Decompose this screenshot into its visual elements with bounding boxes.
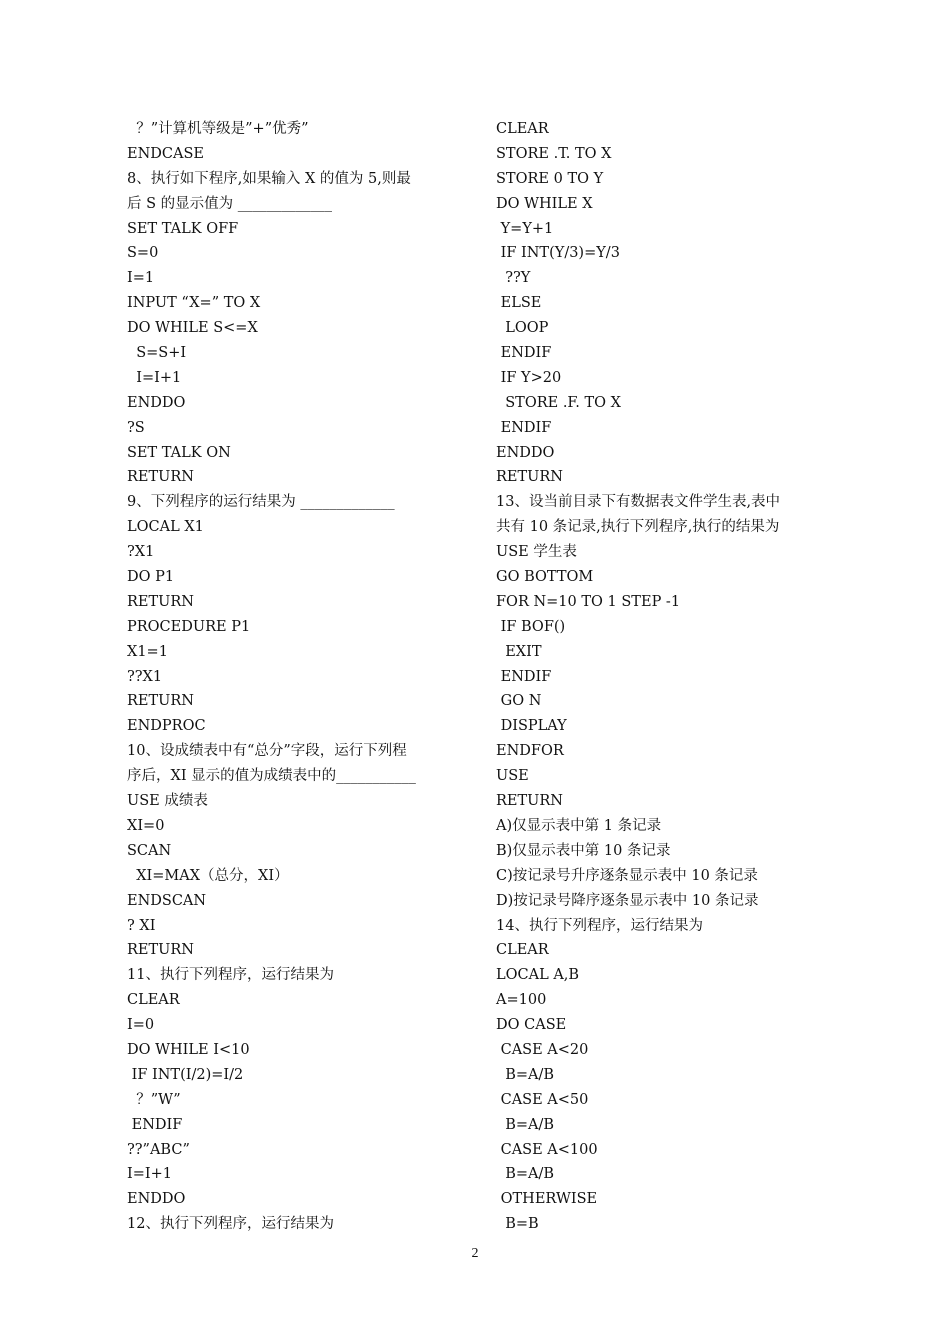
text-line: STORE .T. TO X	[496, 145, 612, 162]
text-line: DO CASE	[496, 1017, 567, 1034]
text-line: LOCAL X1	[127, 519, 204, 536]
text-line: 8、执行如下程序,如果输入 X 的值为 5,则最	[127, 170, 411, 187]
text-line: ENDDO	[127, 1191, 186, 1208]
text-line: SET TALK ON	[127, 444, 231, 461]
text-line: ENDIF	[127, 1116, 183, 1133]
text-line: B=A/B	[496, 1166, 555, 1183]
text-line: 9、下列程序的运行结果为 _____________	[127, 494, 395, 511]
text-line: RETURN	[127, 593, 194, 610]
text-line: I=0	[127, 1017, 155, 1034]
text-line: GO BOTTOM	[496, 569, 594, 586]
text-line: ENDCASE	[127, 145, 204, 162]
text-line: DO WHILE I<10	[127, 1041, 250, 1058]
text-line: PROCEDURE P1	[127, 618, 251, 635]
text-line: A=100	[496, 992, 547, 1009]
text-line: 后 S 的显示值为 _____________	[127, 195, 333, 212]
left-column	[127, 117, 462, 1237]
text-line: RETURN	[127, 469, 194, 486]
text-line: DO WHILE X	[496, 195, 593, 212]
text-line: CASE A<20	[496, 1041, 589, 1058]
text-line: CLEAR	[496, 942, 549, 959]
text-line: C)按记录号升序逐条显示表中 10 条记录	[496, 867, 758, 884]
text-line: CASE A<100	[496, 1141, 598, 1158]
text-line: ENDIF	[496, 419, 552, 436]
text-line: LOCAL A,B	[496, 967, 580, 984]
text-line: 13、设当前目录下有数据表文件学生表,表中	[496, 494, 781, 511]
page-number: 2	[471, 1246, 479, 1261]
text-line: A)仅显示表中第 1 条记录	[496, 817, 662, 834]
text-line: RETURN	[127, 942, 194, 959]
text-line: B=A/B	[496, 1116, 555, 1133]
text-line: USE 学生表	[496, 544, 577, 561]
text-line: B=B	[496, 1216, 539, 1233]
text-line: IF INT(Y/3)=Y/3	[496, 245, 620, 262]
text-line: ??”ABC”	[127, 1141, 190, 1158]
text-line: RETURN	[127, 693, 194, 710]
text-line: IF Y>20	[496, 369, 562, 386]
text-line: STORE .F. TO X	[496, 394, 621, 411]
text-line: INPUT “X=” TO X	[127, 295, 261, 312]
text-line: DISPLAY	[496, 718, 567, 735]
text-line: S=S+I	[127, 345, 187, 362]
text-line: B)仅显示表中第 10 条记录	[496, 842, 671, 859]
text-line: IF BOF()	[496, 618, 566, 635]
text-line: ELSE	[496, 295, 542, 312]
text-line: ENDPROC	[127, 718, 206, 735]
text-line: LOOP	[496, 320, 549, 337]
text-line: 共有 10 条记录,执行下列程序,执行的结果为	[496, 519, 780, 536]
text-line: CLEAR	[496, 121, 549, 137]
text-line: ？”计算机等级是”+”优秀”	[127, 121, 309, 137]
text-line: RETURN	[496, 793, 563, 810]
text-line: GO N	[496, 693, 542, 710]
text-line: I=I+1	[127, 1166, 172, 1183]
text-line: 10、设成绩表中有“总分”字段，运行下列程	[127, 743, 407, 760]
text-line: ENDDO	[496, 444, 555, 461]
text-line: X1=1	[127, 643, 168, 660]
text-line: ?X1	[127, 544, 155, 561]
text-line: B=A/B	[496, 1066, 555, 1083]
text-line: IF INT(I/2)=I/2	[127, 1066, 244, 1083]
right-column	[496, 117, 831, 1237]
text-line: USE 成绩表	[127, 793, 208, 810]
text-line: D)按记录号降序逐条显示表中 10 条记录	[496, 892, 759, 909]
text-line: FOR N=10 TO 1 STEP -1	[496, 593, 681, 610]
text-line: Y=Y+1	[496, 220, 554, 237]
text-line: SCAN	[127, 842, 172, 859]
text-line: I=1	[127, 270, 155, 287]
text-line: XI=0	[127, 817, 165, 834]
text-line: 11、执行下列程序，运行结果为	[127, 967, 334, 984]
text-line: ? XI	[127, 917, 156, 934]
text-line: 序后，XI 显示的值为成绩表中的___________	[127, 768, 416, 785]
text-line: OTHERWISE	[496, 1191, 598, 1208]
text-line: ENDSCAN	[127, 892, 207, 909]
text-line: ENDIF	[496, 668, 552, 685]
text-line: SET TALK OFF	[127, 220, 239, 237]
text-line: STORE 0 TO Y	[496, 170, 604, 187]
text-line: CLEAR	[127, 992, 180, 1009]
text-line: RETURN	[496, 469, 563, 486]
text-line: USE	[496, 768, 529, 785]
text-line: 12、执行下列程序，运行结果为	[127, 1216, 334, 1233]
text-line: 14、执行下列程序，运行结果为	[496, 917, 703, 934]
text-line: ?S	[127, 419, 145, 436]
text-line: EXIT	[496, 643, 542, 660]
text-line: CASE A<50	[496, 1091, 589, 1108]
text-line: ENDFOR	[496, 743, 564, 760]
text-line: I=I+1	[127, 369, 182, 386]
text-line: DO WHILE S<=X	[127, 320, 258, 337]
text-line: DO P1	[127, 569, 175, 586]
text-line: ？”W”	[127, 1091, 181, 1108]
text-line: S=0	[127, 245, 159, 262]
text-line: ??Y	[496, 270, 531, 287]
text-line: ENDDO	[127, 394, 186, 411]
text-line: XI=MAX（总分，XI）	[127, 867, 289, 884]
text-line: ??X1	[127, 668, 163, 685]
text-line: ENDIF	[496, 345, 552, 362]
